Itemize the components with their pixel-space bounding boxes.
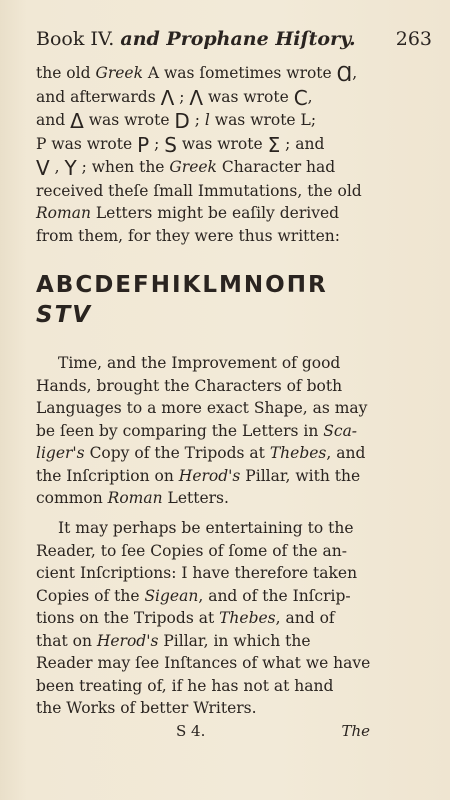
ancient-letter-glyph: Λ: [160, 85, 175, 110]
ancient-letter-glyph: S: [164, 132, 177, 157]
text-run: ;: [189, 111, 205, 129]
text-run: A was ſometimes wrote: [142, 64, 337, 82]
catchword: The: [341, 722, 370, 740]
text-run: ; when the: [76, 158, 170, 176]
running-header: [36, 28, 432, 52]
running-title-book: Book IV.: [36, 28, 115, 50]
text-run: from them, for they were thus written:: [36, 226, 341, 245]
text-line: [36, 540, 372, 563]
ancient-letter-glyph: V: [36, 156, 50, 180]
text-run: the Inſcription on: [36, 466, 179, 485]
signature-mark: S 4.: [176, 722, 206, 740]
text-run: received theſe ſmall Immutations, the old: [36, 181, 362, 200]
text-run: ,: [352, 64, 358, 82]
text-run: be ſeen by comparing the Letters in: [36, 421, 324, 440]
text-run: and afterwards: [36, 87, 161, 106]
ancient-letter-glyph: P: [137, 132, 150, 157]
text-run: ,: [307, 87, 313, 106]
intro-text-block: [36, 62, 372, 247]
italic-run: Herod's: [96, 631, 159, 650]
italic-run: Greek: [169, 158, 217, 176]
text-run: ,: [49, 158, 65, 176]
text-run: Letters might be eaſily derived: [90, 204, 340, 222]
text-run: ;: [149, 134, 165, 153]
text-run: P was wrote: [36, 134, 138, 153]
text-run: was wrote: [176, 134, 268, 153]
text-run: Hands, brought the Characters of both: [36, 376, 343, 395]
running-title-subject: and Prophane Hiſtory.: [120, 28, 356, 50]
italic-run: Roman: [107, 489, 163, 507]
text-run: , and: [326, 444, 366, 462]
text-line: [36, 697, 372, 720]
ancient-letter-glyph: Ɑ: [336, 62, 353, 86]
text-line: [36, 420, 372, 443]
text-line: [36, 517, 372, 540]
text-run: was wrote L;: [209, 111, 317, 129]
ancient-letter-glyph: C: [293, 85, 308, 110]
text-run: , and of: [275, 609, 335, 627]
italic-run: Herod's: [178, 466, 241, 485]
text-line: [36, 585, 372, 608]
ancient-alphabet-row-1: ABCDEFHIKLMNOΠR: [36, 272, 328, 298]
text-line: [36, 180, 372, 203]
text-line: [36, 62, 372, 86]
text-run: Copies of the: [36, 586, 145, 605]
page-number: 263: [395, 28, 432, 50]
text-line: [36, 442, 372, 465]
italic-run: Sca-: [323, 421, 358, 440]
text-line: [36, 352, 372, 375]
italic-run: Greek: [95, 64, 143, 82]
text-line: [36, 225, 372, 248]
ancient-letter-glyph: Y: [64, 156, 77, 180]
italic-run: Thebes: [219, 609, 276, 627]
text-line: [36, 86, 372, 110]
ancient-letter-glyph: Σ: [267, 132, 281, 157]
text-run: Languages to a more exact Shape, as may: [36, 399, 368, 417]
text-run: Reader, to ſee Copies of ſome of the an-: [36, 541, 347, 560]
italic-run: l: [204, 111, 210, 129]
italic-run: Roman: [36, 204, 91, 222]
running-title: [36, 28, 356, 50]
text-line: [36, 109, 372, 133]
text-line: [36, 607, 372, 630]
text-run: the Works of better Writers.: [36, 699, 257, 717]
text-run: Character had: [216, 158, 336, 176]
text-run: ;: [174, 87, 190, 106]
text-run: common: [36, 489, 108, 507]
text-line: [36, 202, 372, 225]
ancient-alphabet-row-2: STV: [36, 302, 93, 328]
italic-run: Thebes: [269, 444, 327, 462]
text-run: Time, and the Improvement of good: [58, 354, 341, 372]
ancient-letter-glyph: D: [174, 109, 190, 133]
text-run: was wrote: [203, 87, 294, 106]
text-run: and: [36, 111, 71, 129]
italic-run: Sigean: [144, 586, 199, 605]
text-line: [36, 487, 372, 510]
text-run: Letters.: [162, 489, 229, 507]
text-run: It may perhaps be entertaining to the: [58, 519, 354, 537]
text-line: [36, 465, 372, 488]
text-line: [36, 562, 372, 585]
paragraph-inscriptions: [36, 517, 372, 720]
text-run: cient Inſcriptions: I have therefore taken: [36, 564, 358, 582]
text-run: was wrote: [83, 111, 175, 129]
text-line: [36, 133, 372, 157]
text-run: Pillar, with the: [240, 466, 361, 485]
text-run: that on: [36, 631, 97, 650]
ancient-letter-glyph: Λ: [189, 85, 204, 110]
text-run: , and of the Inſcrip-: [198, 586, 351, 605]
paragraph-improvement: [36, 352, 372, 510]
text-run: Pillar, in which the: [158, 631, 311, 650]
text-run: the old: [36, 64, 96, 82]
text-run: been treating of, if he has not at hand: [36, 676, 334, 695]
text-run: Copy of the Tripods at: [84, 444, 270, 462]
text-line: [36, 397, 372, 420]
text-line: [36, 675, 372, 698]
text-run: ; and: [280, 134, 325, 153]
text-line: [36, 630, 372, 653]
text-line: [36, 156, 372, 180]
text-line: [36, 375, 372, 398]
text-run: Reader may ſee Inſtances of what we have: [36, 654, 371, 672]
italic-run: liger's: [36, 444, 85, 462]
text-run: tions on the Tripods at: [36, 609, 220, 627]
text-line: [36, 652, 372, 675]
ancient-letter-glyph: Δ: [70, 109, 84, 133]
page-footer: [0, 722, 450, 744]
